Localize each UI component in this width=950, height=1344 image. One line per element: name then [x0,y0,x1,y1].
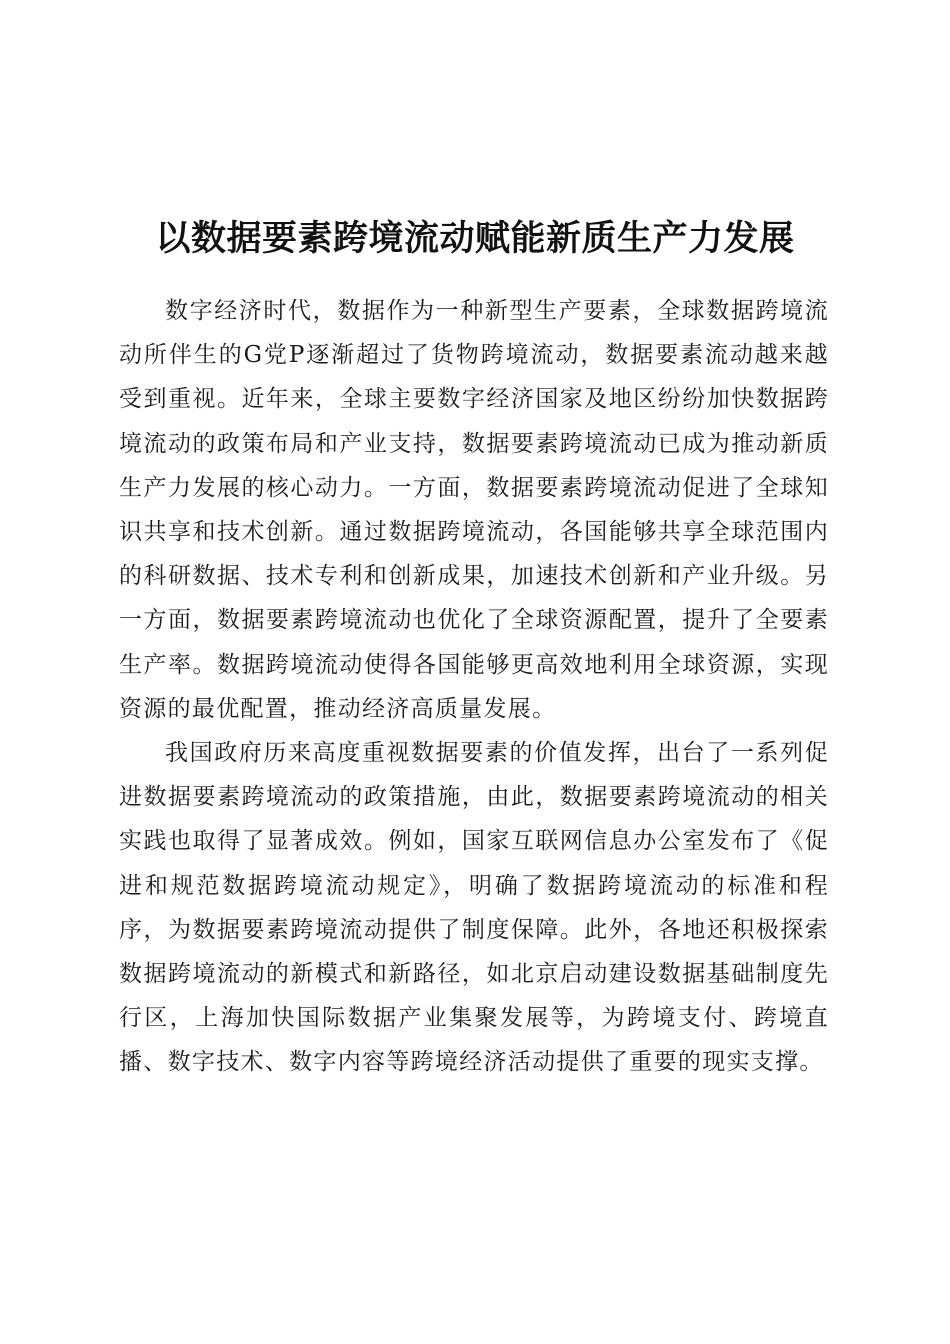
paragraph-2: 我国政府历来高度重视数据要素的价值发挥，出台了一系列促进数据要素跨境流动的政策措施，由此，数据要素跨境流动的相关实践也取得了显著成效。例如，国家互联网信息办公室发布了《促进和规范数据跨境流动规定》，明确了数据跨境流动的标准和程序，为数据要素跨境流动提供了制度保障。此外，各地还积极探索数据跨境流动的新模式和新路径，如北京启动建设数据基础制度先行区，上海加快国际数据产业集聚发展等，为跨境支付、跨境直播、数字技术、数字内容等跨境经济活动提供了重要的现实支撑。 [119,740,829,1076]
paragraph-1: 数字经济时代，数据作为一种新型生产要素，全球数据跨境流动所伴生的G党P逐渐超过了货物跨境流动，数据要素流动越来越受到重视。近年来，全球主要数字经济国家及地区纷纷加快数据跨境流动的政策布局和产业支持，数据要素跨境流动已成为推动新质生产力发展的核心动力。一方面，数据要素跨境流动促进了全球知识共享和技术创新。通过数据跨境流动，各国能够共享全球范围内的科研数据、技术专利和创新成果，加速技术创新和产业升级。另一方面，数据要素跨境流动也优化了全球资源配置，提升了全要素生产率。数据跨境流动使得各国能够更高效地利用全球资源，实现资源的最优配置，推动经济高质量发展。 [119,298,829,722]
document-body [119,289,829,1085]
document-title: 以数据要素跨境流动赋能新质生产力发展 [155,218,795,260]
